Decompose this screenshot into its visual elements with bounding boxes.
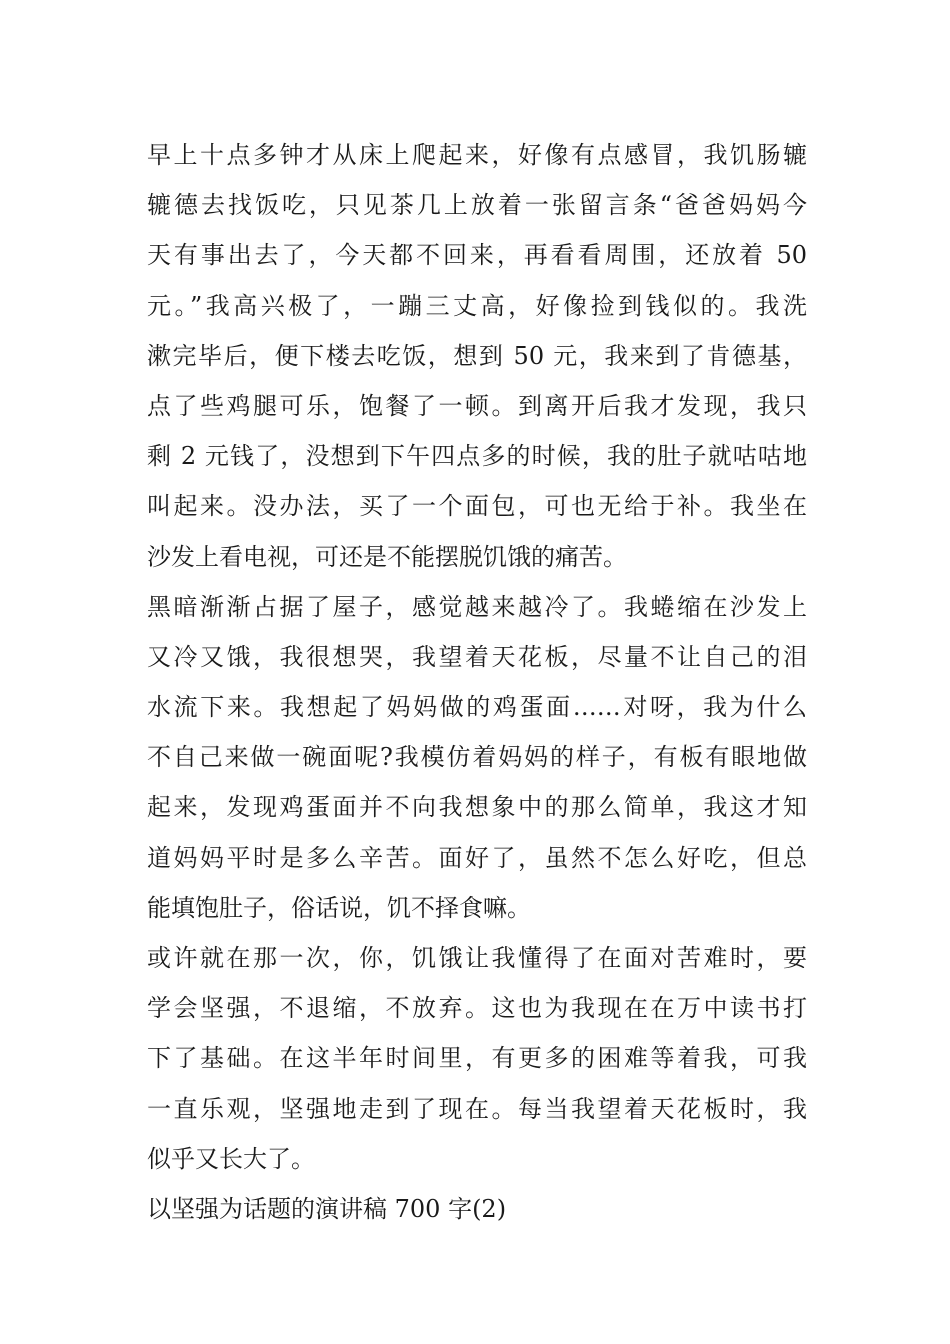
body-text — [147, 130, 807, 1234]
text-line: 叫起来。没办法，买了一个面包，可也无给于补。我坐在 — [147, 492, 807, 521]
text-line: 剩 2 元钱了，没想到下午四点多的时候，我的肚子就咕咕地 — [147, 442, 807, 471]
text-line: 又冷又饿，我很想哭，我望着天花板，尽量不让自己的泪 — [147, 642, 807, 671]
text-line: 天有事出去了，今天都不回来，再看看周围，还放着 50 — [147, 241, 807, 270]
text-line: 道妈妈平时是多么辛苦。面好了，虽然不怎么好吃，但总 — [147, 843, 807, 872]
text-line: 漱完毕后，便下楼去吃饭，想到 50 元，我来到了肯德基， — [147, 341, 807, 370]
text-line: 辘德去找饭吃，只见茶几上放着一张留言条“爸爸妈妈今 — [147, 191, 807, 220]
text-line: 似乎又长大了。 — [147, 1144, 315, 1173]
text-line: 一直乐观，坚强地走到了现在。每当我望着天花板时，我 — [147, 1094, 807, 1123]
text-line: 点了些鸡腿可乐，饱餐了一顿。到离开后我才发现，我只 — [147, 391, 807, 420]
text-line: 元。”我高兴极了，一蹦三丈高，好像捡到钱似的。我洗 — [147, 291, 807, 320]
text-line: 沙发上看电视，可还是不能摆脱饥饿的痛苦。 — [147, 542, 627, 571]
text-line: 早上十点多钟才从床上爬起来，好像有点感冒，我饥肠辘 — [147, 141, 807, 169]
text-line: 不自己来做一碗面呢?我模仿着妈妈的样子，有板有眼地做 — [147, 743, 807, 772]
text-line: 能填饱肚子，俗话说，饥不择食嘛。 — [147, 893, 531, 922]
text-line: 下了基础。在这半年时间里，有更多的困难等着我，可我 — [147, 1044, 807, 1073]
text-line: 学会坚强，不退缩，不放弃。这也为我现在在万中读书打 — [147, 994, 807, 1023]
text-line: 起来，发现鸡蛋面并不向我想象中的那么简单，我这才知 — [147, 793, 807, 822]
text-line: 或许就在那一次，你，饥饿让我懂得了在面对苦难时，要 — [147, 944, 807, 972]
text-line: 黑暗渐渐占据了屋子，感觉越来越冷了。我蜷缩在沙发上 — [147, 592, 807, 621]
text-line: 水流下来。我想起了妈妈做的鸡蛋面……对呀，我为什么 — [147, 693, 807, 722]
section-heading: 以坚强为话题的演讲稿 700 字(2) — [147, 1194, 507, 1223]
